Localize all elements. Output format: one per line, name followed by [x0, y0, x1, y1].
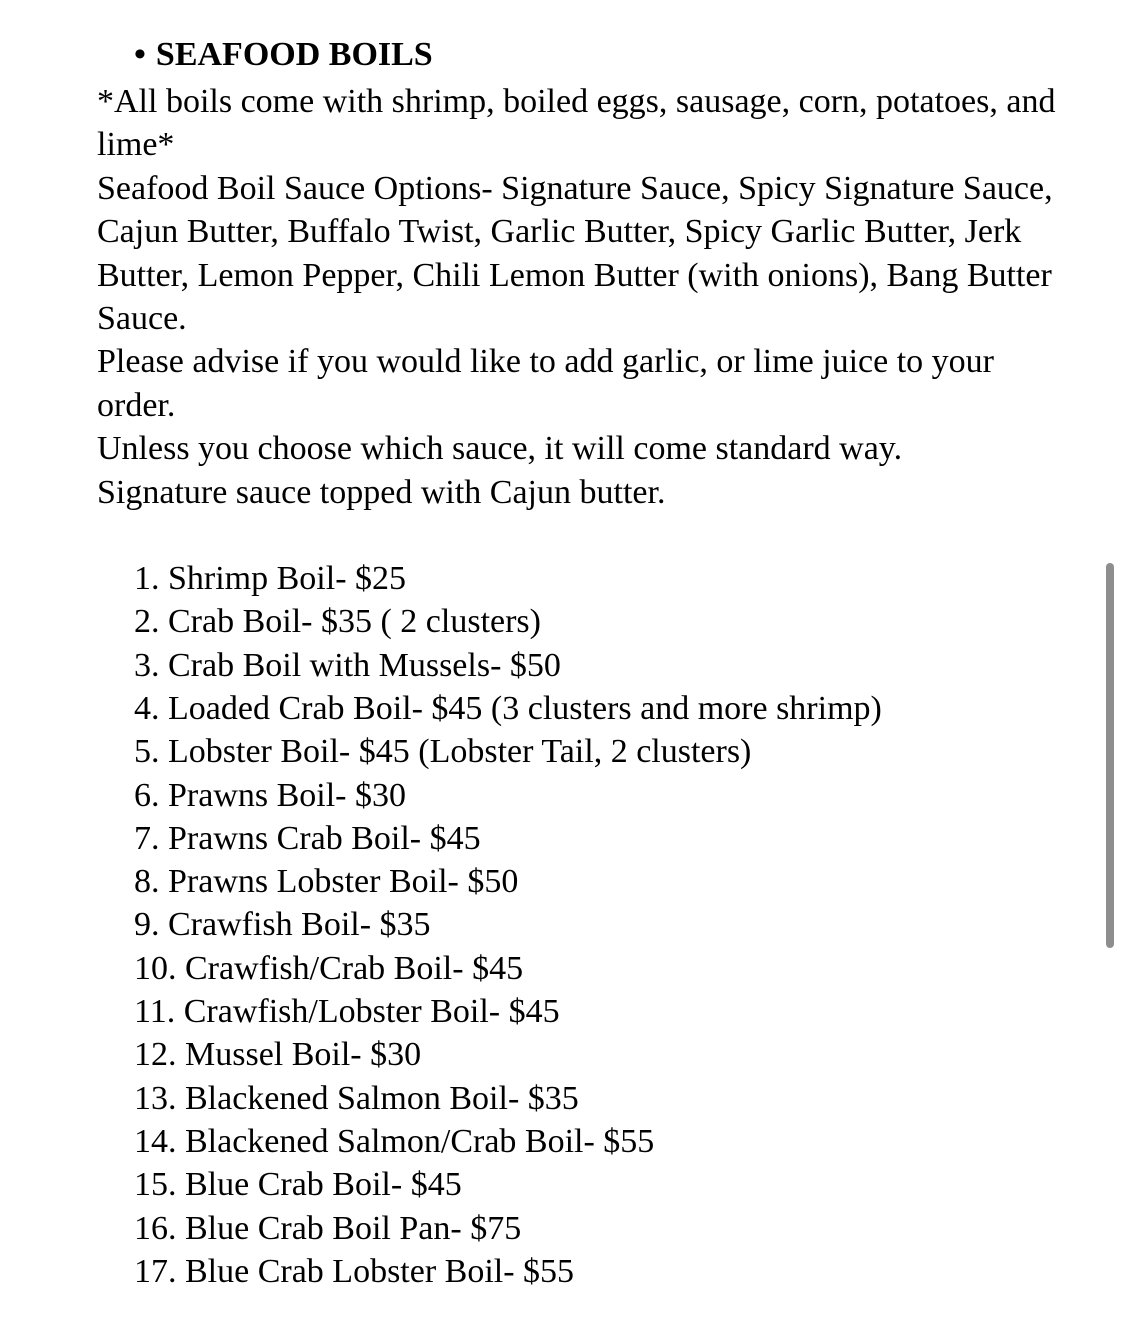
- list-item: 3. Crab Boil with Mussels- $50: [134, 646, 561, 684]
- advise-note: Please advise if you would like to add garlic, or lime juice to your order.: [97, 343, 994, 424]
- boil-list: [97, 557, 1057, 1293]
- section-heading: [97, 30, 1057, 80]
- list-item: 8. Prawns Lobster Boil- $50: [134, 863, 519, 901]
- scrollbar[interactable]: [1106, 563, 1114, 948]
- standard-note: Unless you choose which sauce, it will come standard way.: [97, 430, 903, 468]
- list-item: 2. Crab Boil- $35 ( 2 clusters): [134, 603, 541, 641]
- list-item: 11. Crawfish/Lobster Boil- $45: [134, 993, 560, 1031]
- list-item: 6. Prawns Boil- $30: [134, 776, 406, 814]
- includes-note: *All boils come with shrimp, boiled eggs, sausage, corn, potatoes, and lime*: [97, 83, 1056, 164]
- list-item: 4. Loaded Crab Boil- $45 (3 clusters and more shrimp): [134, 689, 882, 727]
- list-item: 17. Blue Crab Lobster Boil- $55: [134, 1252, 575, 1290]
- list-item: 12. Mussel Boil- $30: [134, 1036, 422, 1074]
- sauce-options: Seafood Boil Sauce Options- Signature Sauce, Spicy Signature Sauce, Cajun Butter, Buffalo Twist, Garlic Butter, Spicy Garlic Butter, Jerk Butter, Lemon Pepper, Chili Lemon Butter (with onions), Bang Butter Sauce.: [97, 169, 1053, 338]
- menu-section: [97, 30, 1057, 1293]
- standard-sauce: Signature sauce topped with Cajun butter.: [97, 473, 666, 511]
- list-item: 10. Crawfish/Crab Boil- $45: [134, 949, 524, 987]
- bullet-icon: •: [134, 36, 146, 73]
- list-item: 14. Blackened Salmon/Crab Boil- $55: [134, 1122, 655, 1160]
- list-item: 13. Blackened Salmon Boil- $35: [134, 1079, 579, 1117]
- list-item: 1. Shrimp Boil- $25: [134, 560, 407, 598]
- list-item: 7. Prawns Crab Boil- $45: [134, 819, 481, 857]
- section-title: SEAFOOD BOILS: [155, 36, 433, 73]
- list-item: 16. Blue Crab Boil Pan- $75: [134, 1209, 522, 1247]
- list-item: 5. Lobster Boil- $45 (Lobster Tail, 2 clusters): [134, 733, 752, 771]
- list-item: 9. Crawfish Boil- $35: [134, 906, 431, 944]
- list-item: 15. Blue Crab Boil- $45: [134, 1166, 462, 1204]
